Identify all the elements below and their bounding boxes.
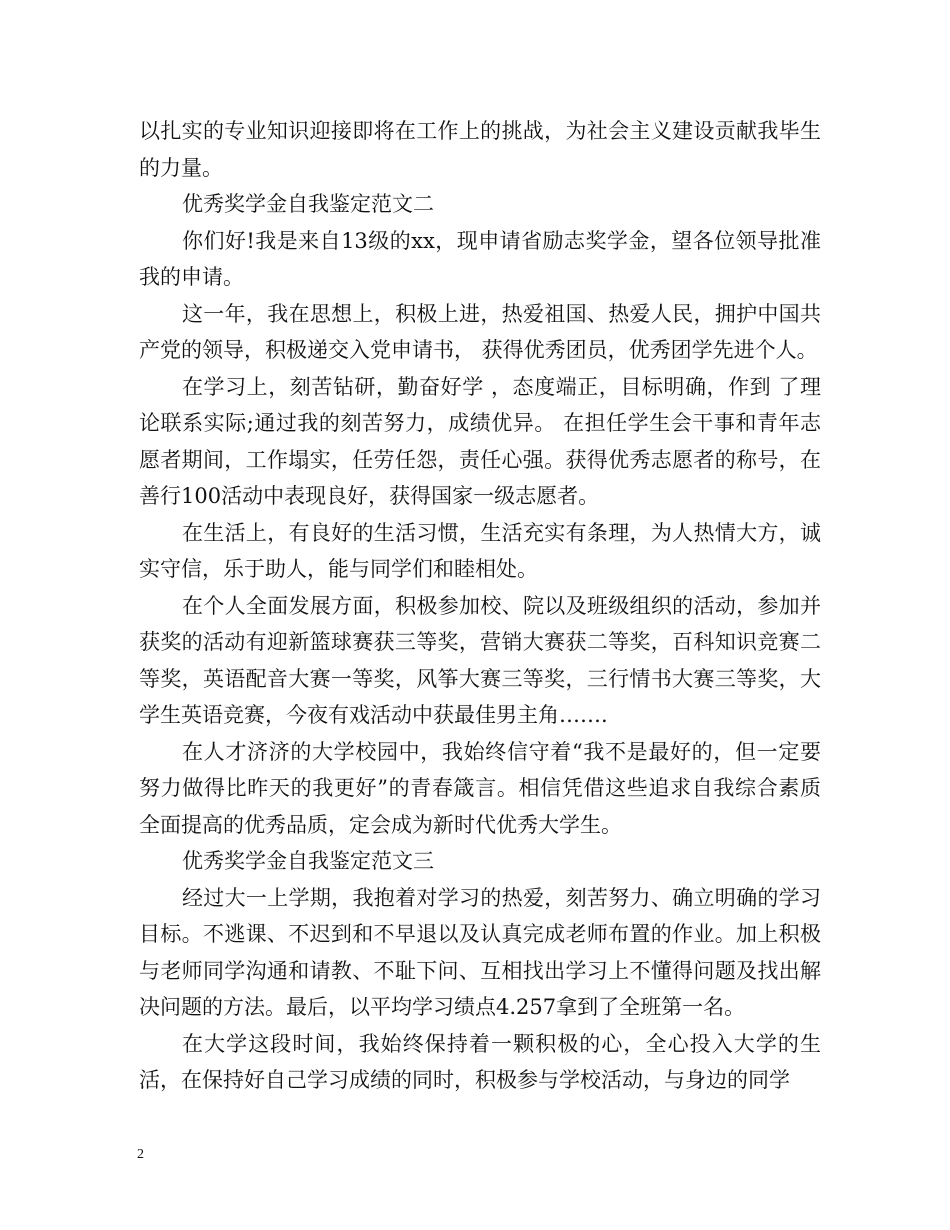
paragraph-3: 你们好!我是来自13级的xx，现申请省励志奖学金，望各位领导批准我的申请。 <box>139 228 821 289</box>
paragraph-4: 这一年，我在思想上，积极上进，热爱祖国、热爱人民，拥护中国共产党的领导，积极递交入党申请书， 获得优秀团员，优秀团学先进个人。 <box>139 301 821 362</box>
section-heading-3: 优秀奖学金自我鉴定范文三 <box>182 849 434 873</box>
paragraph-6: 在生活上，有良好的生活习惯，生活充实有条理，为人热情大方，诚实守信，乐于助人，能与同学们和睦相处。 <box>139 520 821 581</box>
paragraph-11: 在大学这段时间，我始终保持着一颗积极的心，全心投入大学的生活，在保持好自己学习成绩的同时，积极参与学校活动，与身边的同学 <box>139 1031 821 1092</box>
page-number: 2 <box>137 1147 144 1162</box>
section-heading-2: 优秀奖学金自我鉴定范文二 <box>182 192 434 216</box>
paragraph-8: 在人才济济的大学校园中，我始终信守着“我不是最好的，但一定要努力做得比昨天的我更好”的青春箴言。相信凭借这些追求自我综合素质全面提高的优秀品质，定会成为新时代优秀大学生。 <box>139 739 821 837</box>
paragraph-1: 以扎实的专业知识迎接即将在工作上的挑战，为社会主义建设贡献我毕生的力量。 <box>139 119 821 180</box>
paragraph-10: 经过大一上学期，我抱着对学习的热爱，刻苦努力、确立明确的学习目标。不逃课、不迟到和不早退以及认真完成老师布置的作业。加上积极与老师同学沟通和请教、不耻下问、互相找出学习上不懂得问题及找出解决问题的方法。最后，以平均学习绩点4.257拿到了全班第一名。 <box>139 885 821 1019</box>
document-body <box>139 113 821 1099</box>
paragraph-7: 在个人全面发展方面，积极参加校、院以及班级组织的活动，参加并获奖的活动有迎新篮球赛获三等奖，营销大赛获二等奖，百科知识竞赛二等奖，英语配音大赛一等奖，风筝大赛三等奖，三行情书大赛三等奖，大学生英语竞赛，今夜有戏活动中获最佳男主角……. <box>139 593 821 727</box>
paragraph-5: 在学习上，刻苦钻研，勤奋好学 ，态度端正，目标明确，作到 了理论联系实际;通过我的刻苦努力，成绩优异。 在担任学生会干事和青年志愿者期间，工作塌实，任劳任怨，责任心强。获得优秀志愿者的称号，在善行100活动中表现良好，获得国家一级志愿者。 <box>139 374 821 508</box>
